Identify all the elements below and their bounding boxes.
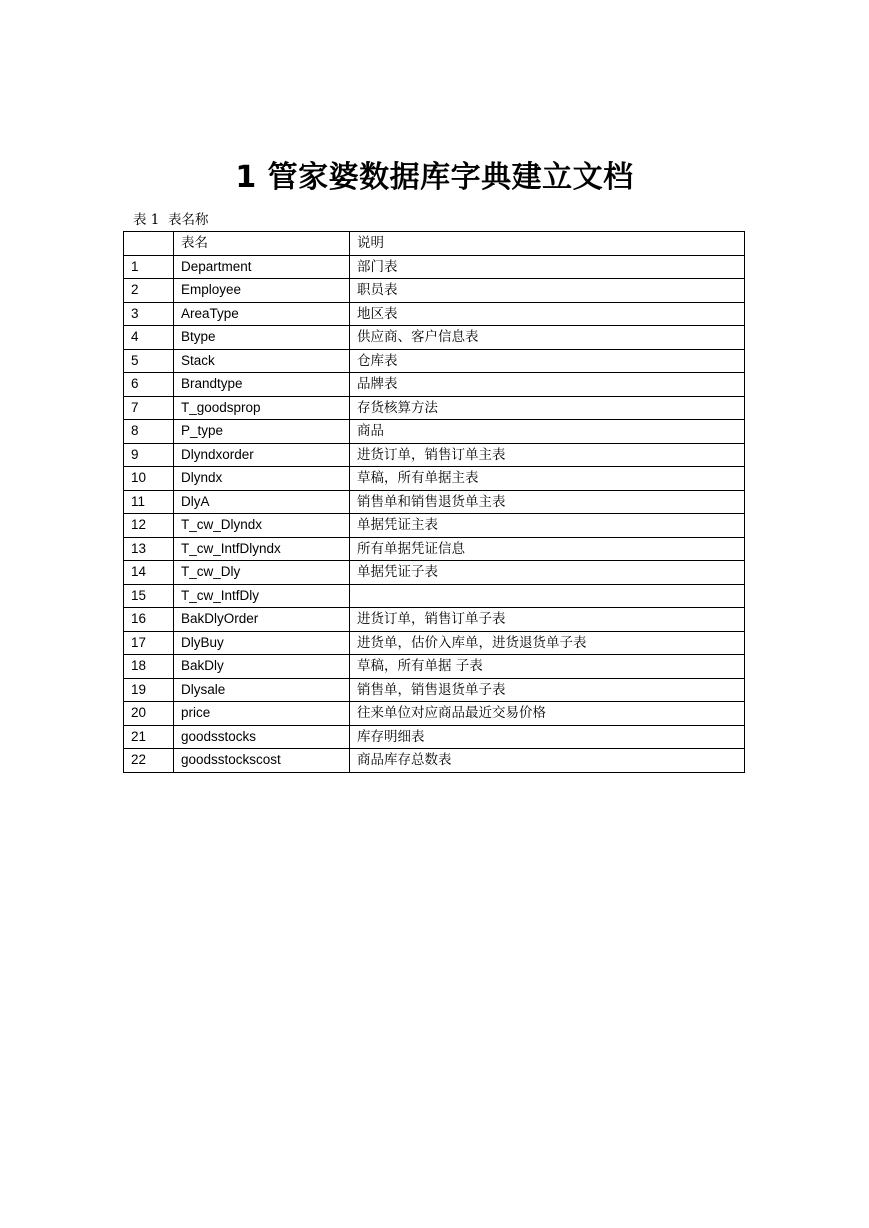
row-number-cell: 21 bbox=[124, 725, 174, 749]
table-name-cell: Dlysale bbox=[174, 678, 350, 702]
row-number-cell: 6 bbox=[124, 373, 174, 397]
table-row bbox=[124, 561, 745, 585]
table-row bbox=[124, 443, 745, 467]
description-cell: 地区表 bbox=[350, 302, 745, 326]
table-row bbox=[124, 631, 745, 655]
table-row bbox=[124, 302, 745, 326]
description-cell: 进货单，估价入库单，进货退货单子表 bbox=[350, 631, 745, 655]
description-cell: 商品 bbox=[350, 420, 745, 444]
table-name-cell: T_cw_Dlyndx bbox=[174, 514, 350, 538]
description-cell bbox=[350, 584, 745, 608]
table-name-cell: Employee bbox=[174, 279, 350, 303]
table-row bbox=[124, 420, 745, 444]
description-cell: 草稿，所有单据主表 bbox=[350, 467, 745, 491]
table-row bbox=[124, 537, 745, 561]
row-number-cell: 13 bbox=[124, 537, 174, 561]
table-name-cell: DlyBuy bbox=[174, 631, 350, 655]
description-cell: 仓库表 bbox=[350, 349, 745, 373]
table-name-cell: T_goodsprop bbox=[174, 396, 350, 420]
table-body bbox=[124, 232, 745, 773]
table-caption: 表 1 表名称 bbox=[133, 212, 209, 228]
description-cell: 供应商、客户信息表 bbox=[350, 326, 745, 350]
row-number-cell: 18 bbox=[124, 655, 174, 679]
table-name-cell: price bbox=[174, 702, 350, 726]
table-row bbox=[124, 584, 745, 608]
table-name-cell: Brandtype bbox=[174, 373, 350, 397]
table-name-cell: BakDlyOrder bbox=[174, 608, 350, 632]
description-cell: 进货订单，销售订单子表 bbox=[350, 608, 745, 632]
description-cell: 品牌表 bbox=[350, 373, 745, 397]
description-cell: 销售单和销售退货单主表 bbox=[350, 490, 745, 514]
table-row bbox=[124, 279, 745, 303]
header-cell-desc: 说明 bbox=[350, 232, 745, 256]
row-number-cell: 5 bbox=[124, 349, 174, 373]
row-number-cell: 19 bbox=[124, 678, 174, 702]
header-cell-no bbox=[124, 232, 174, 256]
table-row bbox=[124, 326, 745, 350]
row-number-cell: 12 bbox=[124, 514, 174, 538]
table-header-row bbox=[124, 232, 745, 256]
table-row bbox=[124, 373, 745, 397]
table-row bbox=[124, 608, 745, 632]
description-cell: 单据凭证主表 bbox=[350, 514, 745, 538]
table-name-cell: Department bbox=[174, 255, 350, 279]
row-number-cell: 16 bbox=[124, 608, 174, 632]
table-row bbox=[124, 349, 745, 373]
description-cell: 单据凭证子表 bbox=[350, 561, 745, 585]
table-name-cell: goodsstockscost bbox=[174, 749, 350, 773]
table-row bbox=[124, 725, 745, 749]
table-name-cell: T_cw_IntfDly bbox=[174, 584, 350, 608]
table-name-cell: AreaType bbox=[174, 302, 350, 326]
table-name-cell: DlyA bbox=[174, 490, 350, 514]
row-number-cell: 15 bbox=[124, 584, 174, 608]
header-cell-name: 表名 bbox=[174, 232, 350, 256]
table-row bbox=[124, 749, 745, 773]
description-cell: 商品库存总数表 bbox=[350, 749, 745, 773]
description-cell: 往来单位对应商品最近交易价格 bbox=[350, 702, 745, 726]
description-cell: 部门表 bbox=[350, 255, 745, 279]
table-row bbox=[124, 514, 745, 538]
description-cell: 库存明细表 bbox=[350, 725, 745, 749]
description-cell: 所有单据凭证信息 bbox=[350, 537, 745, 561]
description-cell: 职员表 bbox=[350, 279, 745, 303]
table-names-table bbox=[123, 231, 745, 773]
row-number-cell: 11 bbox=[124, 490, 174, 514]
table-name-cell: Dlyndxorder bbox=[174, 443, 350, 467]
table-name-cell: T_cw_Dly bbox=[174, 561, 350, 585]
table-row bbox=[124, 655, 745, 679]
row-number-cell: 14 bbox=[124, 561, 174, 585]
description-cell: 草稿，所有单据 子表 bbox=[350, 655, 745, 679]
row-number-cell: 22 bbox=[124, 749, 174, 773]
row-number-cell: 17 bbox=[124, 631, 174, 655]
table-row bbox=[124, 467, 745, 491]
table-row bbox=[124, 678, 745, 702]
table-name-cell: Stack bbox=[174, 349, 350, 373]
row-number-cell: 8 bbox=[124, 420, 174, 444]
row-number-cell: 2 bbox=[124, 279, 174, 303]
row-number-cell: 1 bbox=[124, 255, 174, 279]
page-title: 1 管家婆数据库字典建立文档 bbox=[235, 160, 634, 196]
description-cell: 进货订单，销售订单主表 bbox=[350, 443, 745, 467]
table-row bbox=[124, 490, 745, 514]
table-row bbox=[124, 396, 745, 420]
table-name-cell: BakDly bbox=[174, 655, 350, 679]
table-name-cell: T_cw_IntfDlyndx bbox=[174, 537, 350, 561]
table-row bbox=[124, 255, 745, 279]
table-name-cell: Dlyndx bbox=[174, 467, 350, 491]
table-name-cell: goodsstocks bbox=[174, 725, 350, 749]
row-number-cell: 10 bbox=[124, 467, 174, 491]
description-cell: 存货核算方法 bbox=[350, 396, 745, 420]
row-number-cell: 3 bbox=[124, 302, 174, 326]
row-number-cell: 9 bbox=[124, 443, 174, 467]
row-number-cell: 7 bbox=[124, 396, 174, 420]
table-name-cell: P_type bbox=[174, 420, 350, 444]
row-number-cell: 20 bbox=[124, 702, 174, 726]
table-name-cell: Btype bbox=[174, 326, 350, 350]
table-row bbox=[124, 702, 745, 726]
row-number-cell: 4 bbox=[124, 326, 174, 350]
description-cell: 销售单，销售退货单子表 bbox=[350, 678, 745, 702]
